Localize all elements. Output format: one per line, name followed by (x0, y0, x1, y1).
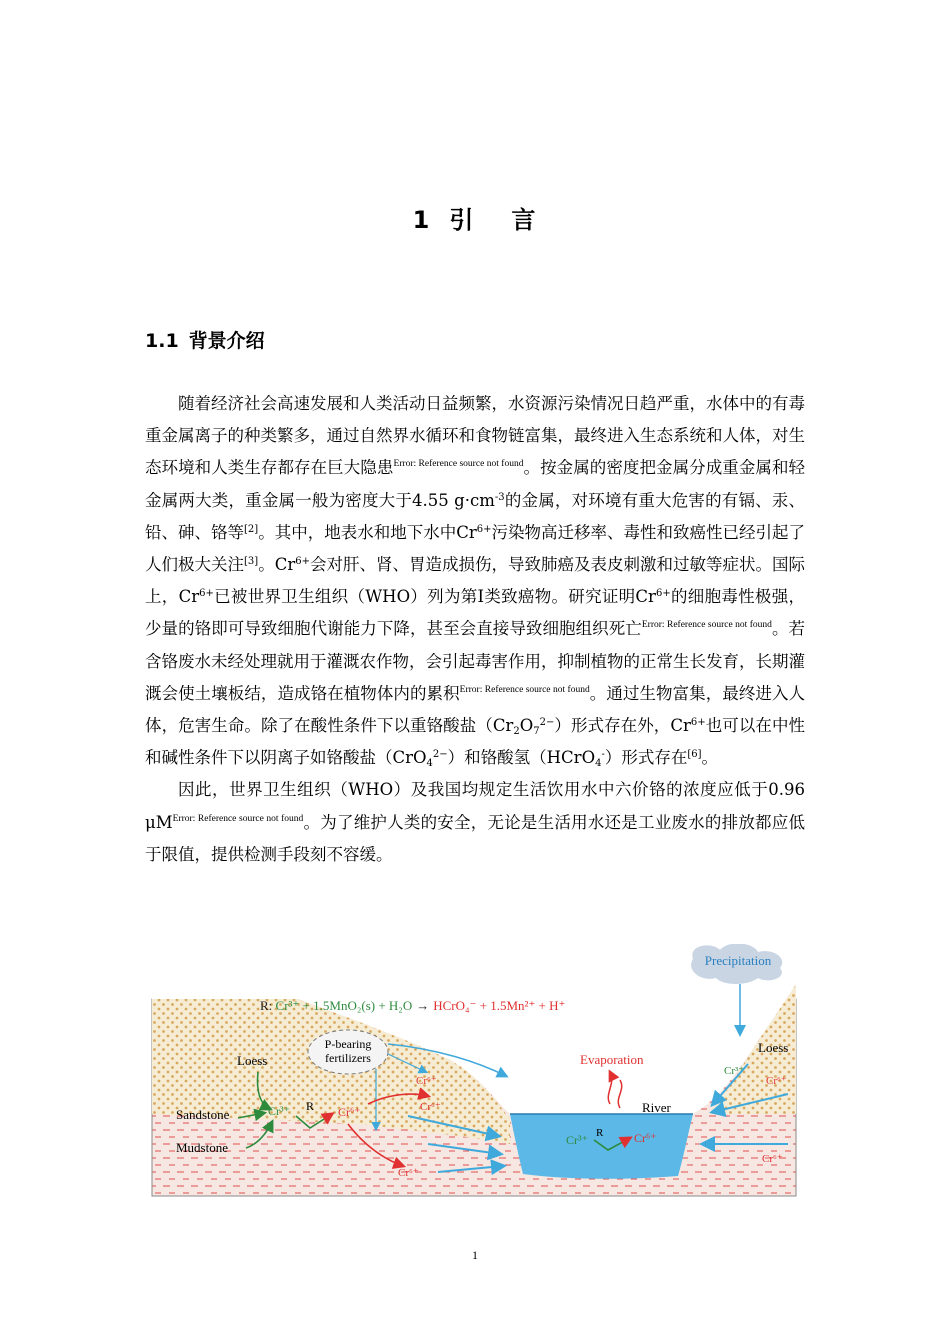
page-number: 1 (472, 1248, 478, 1262)
section-number: 1.1 (145, 330, 179, 352)
reaction-equation: R: Cr³⁺ + 1.5MnO₂(s) + H₂O → HCrO₄⁻ + 1.5Mn²⁺ + H⁺ (260, 998, 566, 1013)
chapter-title (0, 200, 950, 235)
chromium-cycle-figure (148, 944, 800, 1200)
citation: [6] (687, 749, 702, 761)
broken-reference: Error: Reference source not found (459, 684, 590, 695)
broken-reference: Error: Reference source not found (393, 459, 524, 470)
cr6-label: Cr⁶⁺ (766, 1075, 787, 1087)
sandstone-label: Sandstone (176, 1107, 230, 1122)
paragraph-1: 随着经济社会高速发展和人类活动日益频繁，水资源污染情况日趋严重，水体中的有毒重金属离子的种类繁多，通过自然界水循环和食物链富集，最终进入生态系统和人体，对生态环境和人类生存都存在巨大隐患$^{Error: Reference source not found}$。按金属的密度把金属分成重金属和轻金属两大类，重金属一般为密度大于4.55 $g\cdot cm^{-3}$的金属，对环境有重大危害的有镉、汞、铅、砷、铬等[2]。其中，地表水和地下水中$Cr^{6+}$污染物高迁移率、毒性和致癌性已经引起了人们极大关注[3]。$Cr^{6+}$会对肝、肾、胃造成损伤，导致肺癌及表皮刺激和过敏等症状。国际上，$Cr^{6+}$已被世界卫生组织（WHO）列为第Ⅰ类致癌物。研究证明$Cr^{6+}$的细胞毒性极强，少量的铬即可导致细胞代谢能力下降，甚至会直接导致细胞组织死亡$^{Error: Reference source not found}$。若含铬废水未经处理就用于灌溉农作物，会引起毒害作用，抑制植物的正常生长发育，长期灌溉会使土壤板结，造成铬在植物体内的累积$^{Error: Reference source not found}$。通过生物富集，最终进入人体，危害生命。除了在酸性条件下以重铬酸盐$(Cr_2O_7^{2-})$形式存在外，$Cr^{6+}$也可以在中性和碱性条件下以阴离子如铬酸盐（CrO$_4^{2-}$）和铬酸氢（HCrO$_4$-）形式存在[6]。 (145, 394, 806, 770)
cr6-label: Cr⁶⁺ (416, 1075, 437, 1087)
paragraph-2: 因此，世界卫生组织（WHO）及我国均规定生活饮用水中六价铬的浓度应低于0.96 $\mu M^{Error: Reference source not found}$。为了维护人类的安全，无论是生活用水还是工业废水的排放都应低于限值，提供检测手段刻不容缓。 (145, 780, 805, 864)
cr6-label: Cr⁶⁺ (634, 1131, 657, 1145)
reaction-r-label: R (306, 1099, 315, 1113)
figure-svg (148, 944, 800, 1200)
section-title (145, 326, 265, 353)
cr6-label: Cr⁶⁺ (398, 1167, 419, 1179)
cr6-label: Cr⁶⁺ (762, 1153, 783, 1165)
citation: [2] (244, 523, 259, 535)
cr3-label: Cr³⁺ (724, 1065, 745, 1077)
chapter-number: 1 (412, 206, 432, 234)
evaporation-label: Evaporation (580, 1052, 644, 1067)
river-label: River (642, 1100, 671, 1115)
chapter-title-char-2: 言 (511, 206, 538, 234)
reaction-r-label: R (596, 1127, 604, 1139)
chapter-title-char-1: 引 (449, 206, 476, 234)
loess-label-right: Loess (758, 1040, 789, 1055)
citation: [3] (244, 556, 259, 568)
body-text (145, 388, 805, 871)
mudstone-label: Mudstone (176, 1140, 228, 1155)
cr6-label: Cr⁶⁺ (338, 1105, 361, 1119)
section-heading: 背景介绍 (188, 330, 265, 352)
broken-reference: Error: Reference source not found (641, 620, 772, 631)
broken-reference: Error: Reference source not found (172, 813, 304, 824)
precipitation-label: Precipitation (704, 953, 772, 968)
loess-label-left: Loess (237, 1053, 268, 1068)
fertilizer-label-1: P-bearing (324, 1037, 372, 1051)
cr6-label: Cr⁶⁺ (420, 1101, 441, 1113)
fertilizer-label-2: fertilizers (325, 1051, 371, 1065)
cr3-label: Cr³⁺ (566, 1133, 588, 1147)
river-water (510, 1114, 693, 1179)
cr3-label: Cr³⁺ (268, 1104, 290, 1118)
